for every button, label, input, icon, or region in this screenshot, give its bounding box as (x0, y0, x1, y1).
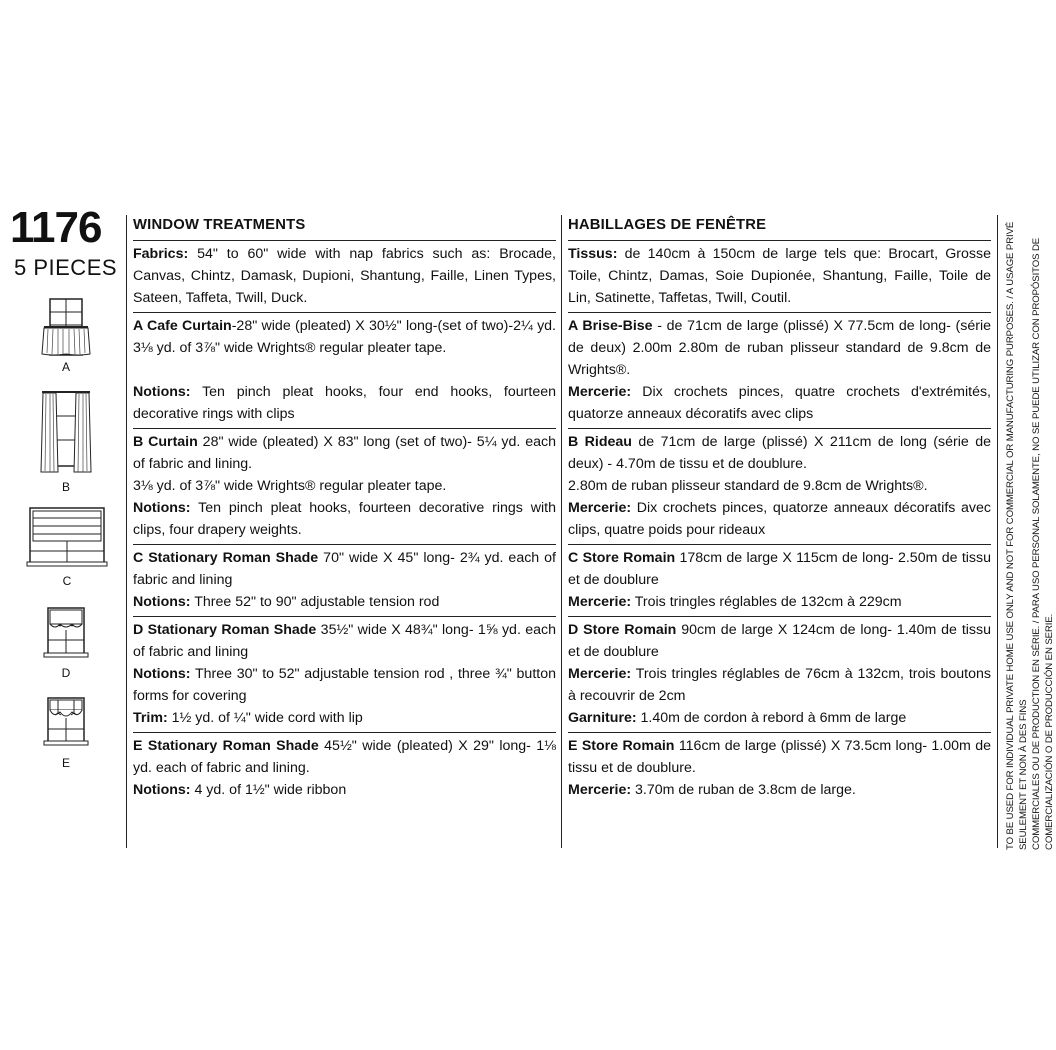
view-a-text: -28" wide (pleated) X 30½" long-(set of two)-2¼ yd. 3⅛ yd. of 3⅞" wide Wrights® regular pleater tape. (133, 318, 556, 356)
view-c-text: 178cm de large X 115cm de long- 2.50m de tissu et de doublure (568, 550, 991, 588)
notions-text: 4 yd. of 1½" wide ribbon (190, 782, 347, 798)
view-b-text: 28" wide (pleated) X 83" long (set of two)- 5¼ yd. each of fabric and lining. (133, 434, 556, 472)
view-a-section (568, 313, 991, 429)
notions-label: Notions: (133, 594, 191, 610)
column-rule-middle (561, 215, 562, 848)
notions-text: Three 52" to 90" adjustable tension rod (190, 594, 440, 610)
view-d-title: D Store Romain (568, 622, 677, 638)
view-a-text: - de 71cm de large (plissé) X 77.5cm de long- (série de deux) 2.00m 2.80m de ruban plisseur standard de 9.8cm de Wrights®. (568, 318, 991, 378)
notions-label: Mercerie: (568, 594, 632, 610)
notions-text: 3.70m de ruban de 3.8cm de large. (631, 782, 856, 798)
english-column (133, 212, 556, 804)
notions-label: Notions: (133, 500, 191, 516)
trim-text: 1½ yd. of ¼" wide cord with lip (167, 710, 363, 726)
roman-shade-small-icon (40, 606, 92, 660)
notions-label: Notions: (133, 384, 191, 400)
notions-text: Ten pinch pleat hooks, four end hooks, fourteen decorative rings with clips (133, 384, 556, 422)
notions-label: Mercerie: (568, 500, 632, 516)
view-e-title: E Stationary Roman Shade (133, 738, 319, 754)
view-b-text-2: 3⅛ yd. of 3⅞" wide Wrights® regular pleater tape. (133, 478, 447, 494)
view-label: D (61, 666, 71, 680)
notions-text: Ten pinch pleat hooks, fourteen decorative rings with clips, four drapery weights. (133, 500, 556, 538)
notions-label: Mercerie: (568, 666, 632, 682)
notions-label: Notions: (133, 782, 191, 798)
notions-text: Trois tringles réglables de 76cm à 132cm, trois boutons à recouvrir de 2cm (568, 666, 991, 704)
notions-label: Mercerie: (568, 782, 632, 798)
pattern-pieces: 5 PIECES (14, 255, 118, 280)
column-rule-left (126, 215, 127, 848)
roman-shade-icon (26, 506, 108, 568)
view-b-title: B Rideau (568, 434, 632, 450)
view-c-title: C Stationary Roman Shade (133, 550, 319, 566)
tied-shade-icon (40, 696, 92, 750)
view-c-thumbnail (26, 506, 108, 588)
fabrics-label: Fabrics: (133, 246, 189, 262)
view-b-text: de 71cm de large (plissé) X 211cm de long (série de deux) - 4.70m de tissu et de doublure. (568, 434, 991, 472)
notions-label: Notions: (133, 666, 191, 682)
view-c-text: 70" wide X 45" long- 2¾ yd. each of fabric and lining (133, 550, 556, 588)
fabrics-section (568, 241, 991, 313)
view-e-title: E Store Romain (568, 738, 675, 754)
notions-text: Dix crochets pinces, quatorze anneaux décoratifs avec clips, quatre poids pour rideaux (568, 500, 991, 538)
view-a-thumbnail (40, 298, 92, 374)
view-label: E (61, 756, 70, 770)
view-d-section (568, 617, 991, 733)
notions-text: Dix crochets pinces, quatre crochets d'extrémités, quatorze anneaux décoratifs avec clips (568, 384, 991, 422)
view-e-text: 116cm de large (plissé) X 73.5cm long- 1.00m de tissu et de doublure. (568, 738, 991, 776)
french-column (568, 212, 991, 804)
view-b-title: B Curtain (133, 434, 198, 450)
legal-note-line-2: COMMERCIALES OU DE PRODUCTION EN SÉRIE. / PARA USO PERSONAL SOLAMENTE, NO SE PUEDE UTILIZAR CON PROPÓSITOS DE COMERCIALIZACIÓN O DE PRODUCCIÓN EN SERIE. (1031, 237, 1055, 850)
view-d-thumbnail (40, 606, 92, 680)
view-b-section (568, 429, 991, 545)
french-heading: HABILLAGES DE FENÊTRE (568, 212, 991, 241)
view-b-thumbnail (40, 388, 92, 494)
notions-text: Trois tringles réglables de 132cm à 229cm (631, 594, 902, 610)
notions-text: Three 30" to 52" adjustable tension rod , three ¾" button forms for covering (133, 666, 556, 704)
view-c-section (568, 545, 991, 617)
view-d-title: D Stationary Roman Shade (133, 622, 317, 638)
fabrics-text: de 140cm à 150cm de large tels que: Brocart, Grosse Toile, Chintz, Damas, Soie Dupionée, Shantung, Faille, Toile de Lin, Satinette, Taffetas, Twill, Coutil. (568, 246, 991, 306)
view-e-section (568, 733, 991, 804)
trim-label: Trim: (133, 710, 168, 726)
notions-label: Mercerie: (568, 384, 632, 400)
view-e-thumbnail (40, 696, 92, 770)
view-b-section (133, 429, 556, 545)
view-c-section (133, 545, 556, 617)
fabrics-section (133, 241, 556, 313)
legal-note (1004, 220, 1055, 850)
view-a-section (133, 313, 556, 429)
view-e-text: 45½" wide (pleated) X 29" long- 1⅛ yd. each of fabric and lining. (133, 738, 557, 776)
trim-text: 1.40m de cordon à rebord à 6mm de large (636, 710, 907, 726)
view-b-text-2: 2.80m de ruban plisseur standard de 9.8cm de Wrights®. (568, 478, 928, 494)
pattern-number: 1176 (10, 203, 102, 252)
view-label: C (62, 574, 72, 588)
view-c-title: C Store Romain (568, 550, 676, 566)
view-e-section (133, 733, 556, 804)
view-d-section (133, 617, 556, 733)
column-rule-right (997, 215, 998, 848)
view-a-title: A Cafe Curtain (133, 318, 232, 334)
view-a-title: A Brise-Bise (568, 318, 653, 334)
view-d-text: 90cm de large X 124cm de long- 1.40m de tissu et de doublure (568, 622, 992, 660)
fabrics-label: Tissus: (568, 246, 618, 262)
view-label: A (61, 360, 70, 374)
view-label: B (61, 480, 70, 494)
legal-note-line-1: TO BE USED FOR INDIVIDUAL PRIVATE HOME USE ONLY AND NOT FOR COMMERCIAL OR MANUFACTURING PURPOSES. / A USAGE PRIVÉ SEULEMENT ET NON À DES FINS (1005, 221, 1029, 850)
english-heading: WINDOW TREATMENTS (133, 212, 556, 241)
trim-label: Garniture: (568, 710, 637, 726)
view-d-text: 35½" wide X 48¾" long- 1⅝ yd. each of fabric and lining (133, 622, 556, 660)
fabrics-text: 54" to 60" wide with nap fabrics such as: Brocade, Canvas, Chintz, Damask, Dupioni, Shantung, Faille, Linen Types, Sateen, Taffeta, Twill, Duck. (133, 246, 556, 306)
cafe-curtain-icon (40, 298, 92, 358)
curtain-icon (40, 388, 92, 474)
